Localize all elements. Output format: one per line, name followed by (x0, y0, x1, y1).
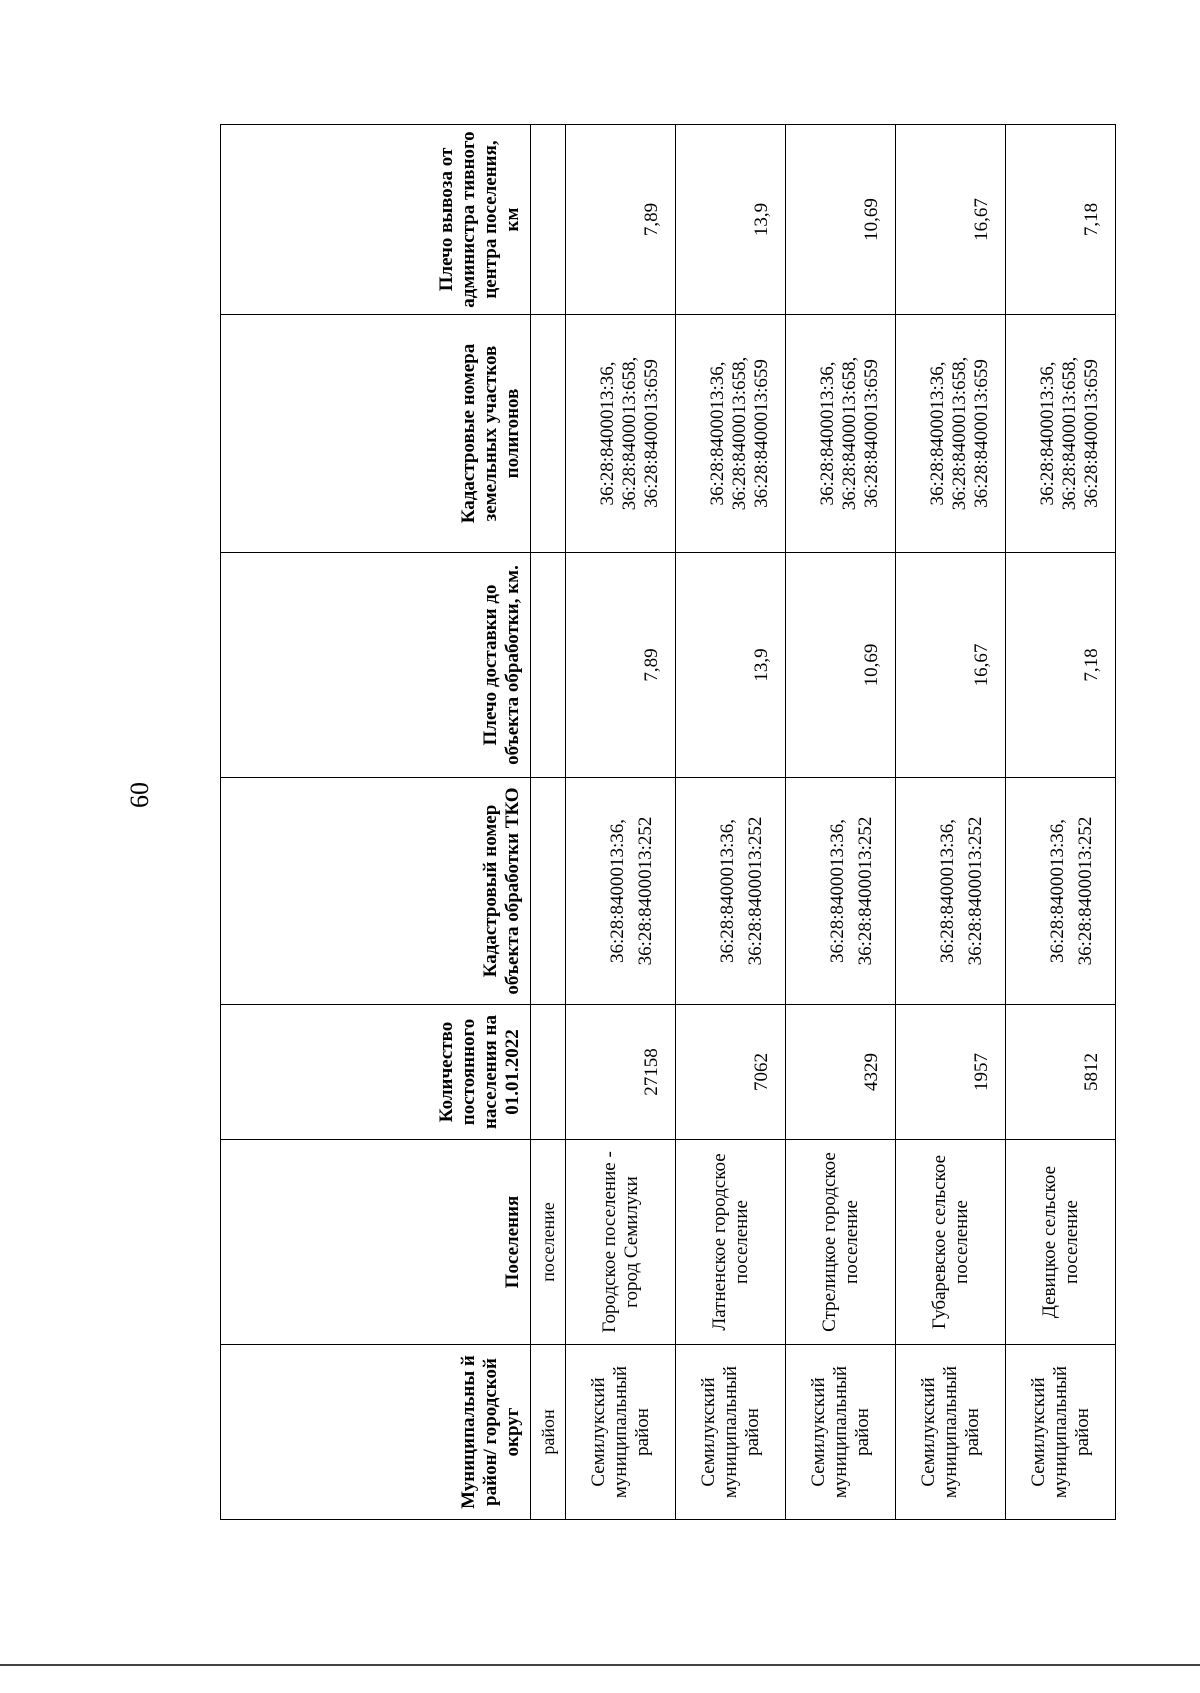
settlement-cell: Городское поселение - город Семилуки (566, 1140, 676, 1345)
removal-distance-cell: 10,69 (786, 125, 896, 315)
land-cadastral-cell (786, 315, 896, 553)
header-row (221, 125, 531, 1520)
continuation-cell (531, 778, 566, 1005)
rotated-table-container (220, 125, 1115, 1520)
cadastral-number: 36:28:8400013:36, (607, 818, 628, 964)
table-row (896, 125, 1006, 1520)
land-cadastral-cell (896, 315, 1006, 553)
population-cell: 27158 (566, 1005, 676, 1140)
cadastral-number: 36:28:8400013:252 (855, 816, 876, 966)
district-cell: Семилукский муниципальный район (896, 1345, 1006, 1520)
cadastral-number: 36:28:8400013:36, (717, 818, 738, 964)
continuation-cell (531, 553, 566, 778)
continuation-cell: поселение (531, 1140, 566, 1345)
delivery-distance-cell: 7,18 (1006, 553, 1116, 778)
district-cell: Семилукский муниципальный район (1006, 1345, 1116, 1520)
cadastral-number: 36:28:8400013:36, (707, 361, 728, 506)
bottom-divider (0, 1664, 1200, 1666)
district-cell: Семилукский муниципальный район (676, 1345, 786, 1520)
district-cell: Семилукский муниципальный район (566, 1345, 676, 1520)
removal-distance-cell: 7,18 (1006, 125, 1116, 315)
continuation-cell (531, 315, 566, 553)
removal-distance-cell: 7,89 (566, 125, 676, 315)
cadastral-number: 36:28:8400013:252 (745, 816, 766, 966)
settlement-cell: Латненское городское поселение (676, 1140, 786, 1345)
cadastral-number: 36:28:8400013:36, (827, 818, 848, 964)
cadastral-number: 36:28:8400013:658, (1059, 356, 1080, 511)
delivery-distance-cell: 16,67 (896, 553, 1006, 778)
page-number: 60 (125, 782, 154, 808)
table-row (786, 125, 896, 1520)
header-settlement: Поселения (221, 1140, 531, 1345)
data-table (220, 124, 1116, 1520)
cadastral-number: 36:28:8400013:36, (927, 361, 948, 506)
table-row (1006, 125, 1116, 1520)
object-cadastral-cell (1006, 778, 1116, 1005)
land-cadastral-cell (676, 315, 786, 553)
population-cell: 7062 (676, 1005, 786, 1140)
cadastral-number: 36:28:8400013:658, (839, 356, 860, 511)
header-population: Количество постоянного населения на 01.01.2022 (221, 1005, 531, 1140)
cadastral-number: 36:28:8400013:252 (965, 816, 986, 966)
header-land-cadastral: Кадастровые номера земельных участков полигонов (221, 315, 531, 553)
header-delivery-distance: Плечо доставки до объекта обработки, км. (221, 553, 531, 778)
cadastral-number: 36:28:8400013:659 (1081, 359, 1102, 508)
cadastral-number: 36:28:8400013:36, (597, 361, 618, 506)
continuation-row (531, 125, 566, 1520)
cadastral-number: 36:28:8400013:36, (817, 361, 838, 506)
cadastral-number: 36:28:8400013:252 (1075, 816, 1096, 966)
removal-distance-cell: 13,9 (676, 125, 786, 315)
land-cadastral-cell (1006, 315, 1116, 553)
cadastral-number: 36:28:8400013:36, (1047, 818, 1068, 964)
settlement-cell: Стрелицкое городское поселение (786, 1140, 896, 1345)
object-cadastral-cell (566, 778, 676, 1005)
object-cadastral-cell (676, 778, 786, 1005)
header-removal-distance: Плечо вывоза от администра тивного центра поселения, км (221, 125, 531, 315)
delivery-distance-cell: 13,9 (676, 553, 786, 778)
table-row (566, 125, 676, 1520)
settlement-cell: Девицкое сельское поселение (1006, 1140, 1116, 1345)
cadastral-number: 36:28:8400013:658, (729, 356, 750, 511)
delivery-distance-cell: 10,69 (786, 553, 896, 778)
cadastral-number: 36:28:8400013:659 (861, 359, 882, 508)
cadastral-number: 36:28:8400013:36, (937, 818, 958, 964)
cadastral-number: 36:28:8400013:659 (751, 359, 772, 508)
land-cadastral-cell (566, 315, 676, 553)
continuation-cell (531, 125, 566, 315)
delivery-distance-cell: 7,89 (566, 553, 676, 778)
cadastral-number: 36:28:8400013:658, (619, 356, 640, 511)
continuation-cell: район (531, 1345, 566, 1520)
cadastral-number: 36:28:8400013:252 (635, 816, 656, 966)
population-cell: 1957 (896, 1005, 1006, 1140)
removal-distance-cell: 16,67 (896, 125, 1006, 315)
cadastral-number: 36:28:8400013:658, (949, 356, 970, 511)
header-object-cadastral: Кадастровый номер объекта обработки ТКО (221, 778, 531, 1005)
district-cell: Семилукский муниципальный район (786, 1345, 896, 1520)
population-cell: 5812 (1006, 1005, 1116, 1140)
header-district: Муниципальны й район/ городской округ (221, 1345, 531, 1520)
object-cadastral-cell (896, 778, 1006, 1005)
population-cell: 4329 (786, 1005, 896, 1140)
object-cadastral-cell (786, 778, 896, 1005)
settlement-cell: Губаревское сельское поселение (896, 1140, 1006, 1345)
cadastral-number: 36:28:8400013:659 (971, 359, 992, 508)
continuation-cell (531, 1005, 566, 1140)
cadastral-number: 36:28:8400013:36, (1037, 361, 1058, 506)
table-row (676, 125, 786, 1520)
cadastral-number: 36:28:8400013:659 (641, 359, 662, 508)
